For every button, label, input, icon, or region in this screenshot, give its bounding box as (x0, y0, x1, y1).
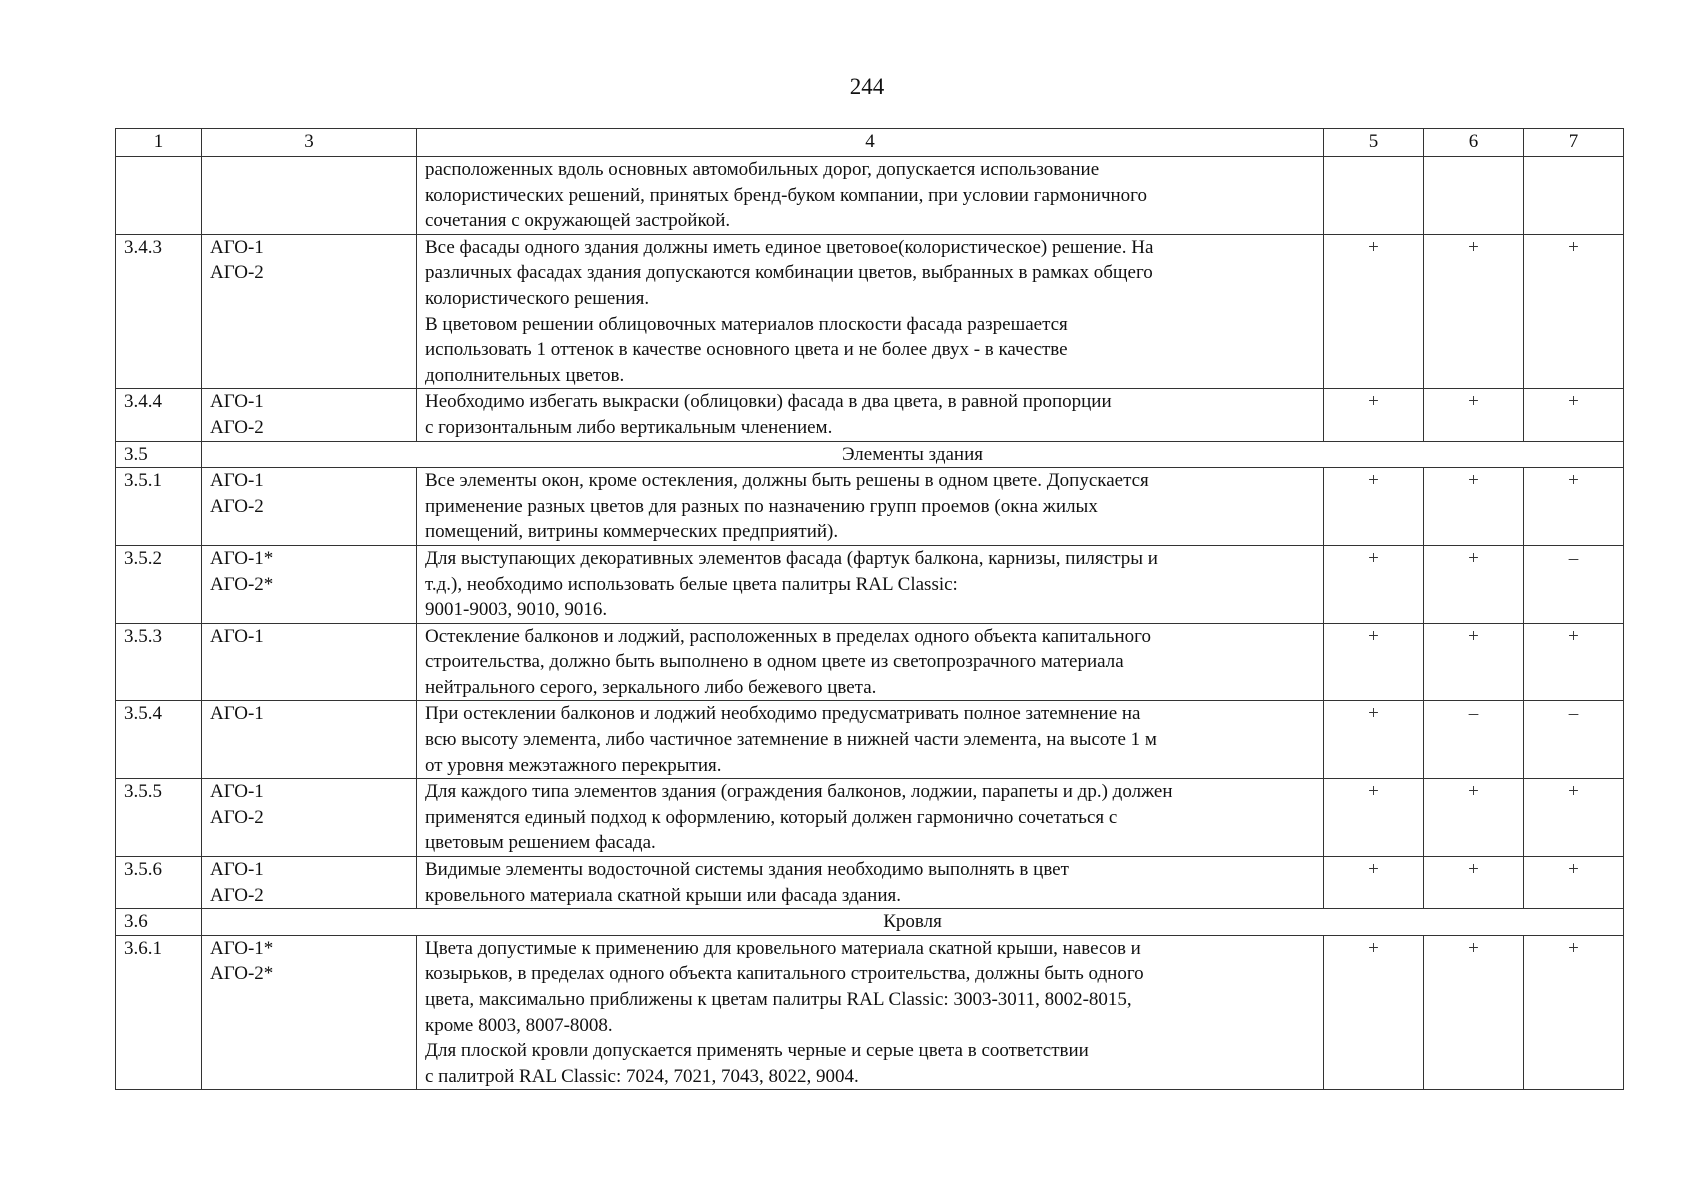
requirement-line: с горизонтальным либо вертикальным членением. (425, 416, 833, 438)
zone-codes (202, 389, 417, 441)
requirement-line: применение разных цветов для разных по назначению групп проемов (окна жилых (425, 495, 1098, 517)
item-number: 3.4.4 (116, 389, 202, 441)
header-col-3: 3 (202, 129, 417, 157)
header-row (116, 129, 1624, 157)
requirement-line: нейтрального серого, зеркального либо бежевого цвета. (425, 676, 877, 698)
zone-codes (202, 234, 417, 389)
mark-c6: + (1424, 234, 1524, 389)
zone-code: АГО-1 (210, 391, 264, 413)
zone-codes (202, 545, 417, 623)
item-number: 3.6.1 (116, 935, 202, 1090)
item-number: 3.5.2 (116, 545, 202, 623)
requirement-text (417, 623, 1324, 701)
mark-c6: + (1424, 935, 1524, 1090)
mark-c7 (1524, 157, 1624, 235)
requirement-line: Цвета допустимые к применению для кровельного материала скатной крыши, навесов и (425, 937, 1141, 959)
requirement-line: 9001-9003, 9010, 9016. (425, 599, 608, 621)
requirement-line: Все элементы окон, кроме остекления, должны быть решены в одном цвете. Допускается (425, 470, 1149, 492)
mark-c6: + (1424, 545, 1524, 623)
header-col-4: 4 (417, 129, 1324, 157)
zone-code: АГО-2 (210, 262, 264, 284)
table-row (116, 545, 1624, 623)
zone-code: АГО-2* (210, 573, 274, 595)
requirement-line: цветовым решением фасада. (425, 832, 656, 854)
mark-c7: – (1524, 545, 1624, 623)
mark-c7: + (1524, 857, 1624, 909)
requirement-line: колористического решения. (425, 287, 650, 309)
item-number: 3.5.5 (116, 779, 202, 857)
mark-c6: + (1424, 389, 1524, 441)
zone-code: АГО-1 (210, 703, 264, 725)
table-row (116, 157, 1624, 235)
zone-codes (202, 857, 417, 909)
table-row (116, 701, 1624, 779)
zone-code: АГО-1 (210, 236, 264, 258)
requirements-table (115, 128, 1624, 1090)
zone-codes (202, 701, 417, 779)
table-body (116, 157, 1624, 1090)
zone-code: АГО-1 (210, 859, 264, 881)
section-title: Кровля (202, 909, 1624, 936)
requirement-line: сочетания с окружающей застройкой. (425, 210, 731, 232)
mark-c7: + (1524, 623, 1624, 701)
requirement-line: дополнительных цветов. (425, 364, 625, 386)
zone-code: АГО-1* (210, 547, 274, 569)
mark-c5 (1324, 157, 1424, 235)
requirement-line: с палитрой RAL Classic: 7024, 7021, 7043, 8022, 9004. (425, 1065, 859, 1087)
requirement-line: всю высоту элемента, либо частичное затемнение в нижней части элемента, на высоте 1 м (425, 729, 1157, 751)
requirement-line: кроме 8003, 8007-8008. (425, 1014, 613, 1036)
zone-codes (202, 623, 417, 701)
table-row (116, 623, 1624, 701)
requirement-line: различных фасадах здания допускаются комбинации цветов, выбранных в рамках общего (425, 262, 1153, 284)
table-row (116, 389, 1624, 441)
requirement-line: цвета, максимально приближены к цветам палитры RAL Classic: 3003-3011, 8002-8015, (425, 989, 1132, 1010)
requirement-text (417, 779, 1324, 857)
requirement-text (417, 857, 1324, 909)
mark-c7: + (1524, 935, 1624, 1090)
requirement-line: т.д.), необходимо использовать белые цвета палитры RAL Classic: (425, 573, 958, 595)
section-number: 3.5 (116, 441, 202, 468)
requirement-text (417, 389, 1324, 441)
section-title: Элементы здания (202, 441, 1624, 468)
table-row (116, 857, 1624, 909)
requirement-line: Остекление балконов и лоджий, расположенных в пределах одного объекта капитального (425, 625, 1151, 647)
requirement-text (417, 701, 1324, 779)
item-number: 3.5.3 (116, 623, 202, 701)
table-row (116, 468, 1624, 546)
page-number: 244 (849, 74, 885, 99)
section-row (116, 441, 1624, 468)
table-row (116, 779, 1624, 857)
zone-code: АГО-1 (210, 781, 264, 803)
mark-c5: + (1324, 779, 1424, 857)
requirement-line: Для выступающих декоративных элементов фасада (фартук балкона, карнизы, пилястры и (425, 547, 1158, 569)
zone-code: АГО-2 (210, 884, 264, 906)
header-col-1: 1 (116, 129, 202, 157)
zone-code: АГО-2 (210, 806, 264, 828)
mark-c5: + (1324, 468, 1424, 546)
mark-c7: + (1524, 389, 1624, 441)
requirement-line: Все фасады одного здания должны иметь единое цветовое(колористическое) решение. На (425, 236, 1154, 258)
mark-c6: – (1424, 701, 1524, 779)
requirement-text (417, 157, 1324, 235)
zone-codes (202, 935, 417, 1090)
item-number: 3.5.6 (116, 857, 202, 909)
section-number: 3.6 (116, 909, 202, 936)
mark-c5: + (1324, 545, 1424, 623)
mark-c5: + (1324, 935, 1424, 1090)
mark-c7: – (1524, 701, 1624, 779)
mark-c7: + (1524, 234, 1624, 389)
requirement-text (417, 935, 1324, 1090)
requirement-line: от уровня межэтажного перекрытия. (425, 754, 722, 776)
mark-c6: + (1424, 623, 1524, 701)
table-row (116, 935, 1624, 1090)
item-number (116, 157, 202, 235)
requirement-line: В цветовом решении облицовочных материалов плоскости фасада разрешается (425, 313, 1068, 335)
section-row (116, 909, 1624, 936)
mark-c7: + (1524, 779, 1624, 857)
requirement-text (417, 545, 1324, 623)
mark-c7: + (1524, 468, 1624, 546)
mark-c5: + (1324, 623, 1424, 701)
requirement-text (417, 468, 1324, 546)
zone-code: АГО-2 (210, 495, 264, 517)
requirement-text (417, 234, 1324, 389)
zone-code: АГО-1* (210, 937, 274, 959)
requirement-line: колористических решений, принятых бренд-буком компании, при условии гармоничного (425, 184, 1147, 206)
header-col-6: 6 (1424, 129, 1524, 157)
requirement-line: Для каждого типа элементов здания (ограждения балконов, лоджии, парапеты и др.) должен (425, 781, 1173, 803)
header-col-7: 7 (1524, 129, 1624, 157)
zone-codes (202, 779, 417, 857)
requirement-line: Видимые элементы водосточной системы здания необходимо выполнять в цвет (425, 859, 1069, 881)
requirement-line: помещений, витрины коммерческих предприятий). (425, 521, 839, 543)
requirement-line: строительства, должно быть выполнено в одном цвете из светопрозрачного материала (425, 651, 1124, 673)
zone-code: АГО-2 (210, 416, 264, 438)
item-number: 3.5.4 (116, 701, 202, 779)
requirement-line: применятся единый подход к оформлению, который должен гармонично сочетаться с (425, 806, 1118, 828)
requirement-line: Необходимо избегать выкраски (облицовки) фасада в два цвета, в равной пропорции (425, 391, 1112, 413)
requirement-line: козырьков, в пределах одного объекта капитального строительства, должны быть одного (425, 963, 1144, 985)
mark-c5: + (1324, 701, 1424, 779)
table-row (116, 234, 1624, 389)
zone-code: АГО-1 (210, 625, 264, 647)
zone-codes (202, 468, 417, 546)
header-col-5: 5 (1324, 129, 1424, 157)
item-number: 3.5.1 (116, 468, 202, 546)
mark-c5: + (1324, 857, 1424, 909)
zone-code: АГО-2* (210, 963, 274, 985)
mark-c5: + (1324, 389, 1424, 441)
mark-c6: + (1424, 857, 1524, 909)
mark-c6: + (1424, 779, 1524, 857)
mark-c6: + (1424, 468, 1524, 546)
requirement-line: Для плоской кровли допускается применять черные и серые цвета в соответствии (425, 1040, 1089, 1062)
item-number: 3.4.3 (116, 234, 202, 389)
mark-c6 (1424, 157, 1524, 235)
zone-code: АГО-1 (210, 470, 264, 492)
requirement-line: использовать 1 оттенок в качестве основного цвета и не более двух - в качестве (425, 339, 1068, 361)
requirement-line: расположенных вдоль основных автомобильных дорог, допускается использование (425, 159, 1100, 180)
mark-c5: + (1324, 234, 1424, 389)
requirement-line: кровельного материала скатной крыши или фасада здания. (425, 884, 902, 906)
requirement-line: При остеклении балконов и лоджий необходимо предусматривать полное затемнение на (425, 703, 1141, 725)
zone-codes (202, 157, 417, 235)
